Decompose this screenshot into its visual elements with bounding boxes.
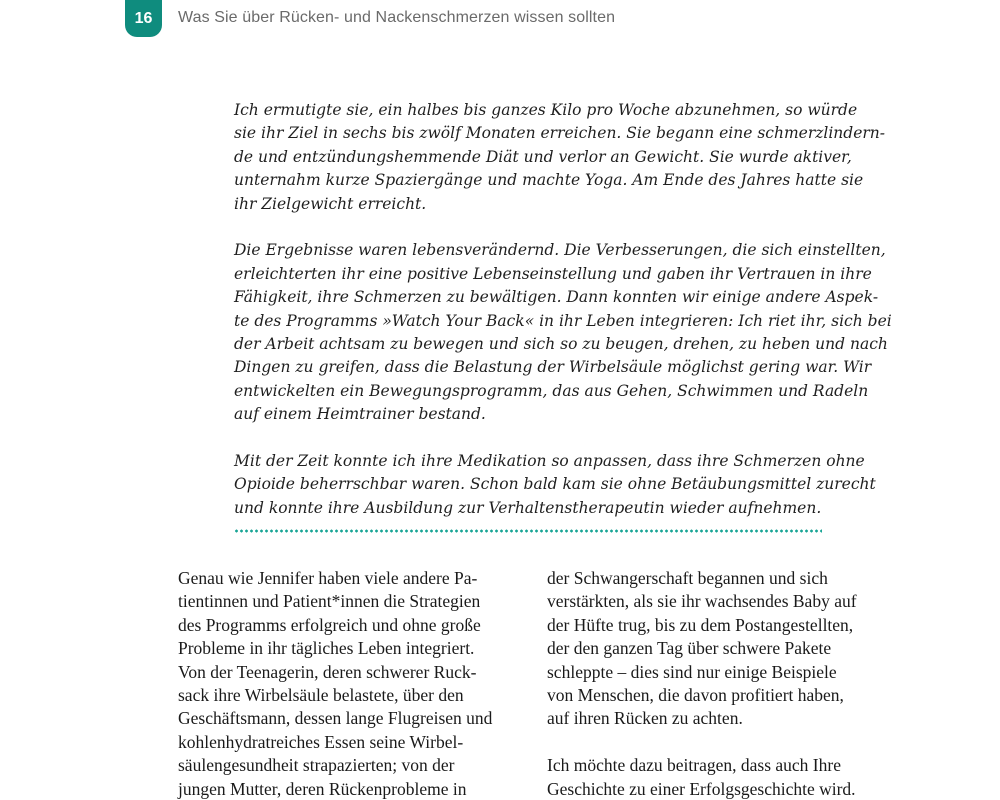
body-column-left (178, 567, 523, 800)
text-line: der Arbeit achtsam zu bewegen und sich so zu beugen, drehen, zu heben und nach (234, 335, 888, 354)
text-line: der Hüfte trug, bis zu dem Postangestellten, (547, 614, 854, 635)
text-line: te des Programms »Watch Your Back« in ihr Leben integrieren: Ich riet ihr, sich bei (234, 311, 892, 330)
body-paragraph (547, 754, 892, 800)
text-line: ihr Zielgewicht erreicht. (234, 194, 427, 213)
text-line: Geschichte zu einer Erfolgsgeschichte wird. (547, 778, 856, 799)
text-line: säulengesundheit strapazierten; von der (178, 755, 455, 776)
text-line: unternahm kurze Spaziergänge und machte Yoga. Am Ende des Jahres hatte sie (234, 171, 864, 190)
body-paragraph (547, 567, 892, 731)
text-line: auf ihren Rücken zu achten. (547, 708, 743, 729)
text-line: Geschäftsmann, dessen lange Flugreisen und (178, 708, 493, 729)
text-line: Ich möchte dazu beitragen, dass auch Ihre (547, 755, 841, 776)
text-line: entwickelten ein Bewegungsprogramm, das aus Gehen, Schwimmen und Radeln (234, 381, 869, 400)
body-column-right (547, 567, 892, 800)
text-line: Von der Teenagerin, deren schwerer Ruck- (178, 661, 477, 682)
text-line: Probleme in ihr tägliches Leben integriert. (178, 638, 475, 659)
case-paragraph-1 (234, 99, 886, 216)
text-line: verstärkten, als sie ihr wachsendes Baby auf (547, 591, 857, 612)
text-line: erleichterten ihr eine positive Lebenseinstellung und gaben ihr Vertrauen in ihre (234, 264, 872, 283)
running-title: Was Sie über Rücken- und Nackenschmerzen wissen sollten (178, 9, 616, 26)
text-line: schleppte – dies sind nur einige Beispiele (547, 661, 837, 682)
text-line: und konnte ihre Ausbildung zur Verhaltenstherapeutin wieder aufnehmen. (234, 498, 822, 517)
text-line: Opioide beherrschbar waren. Schon bald kam sie ohne Betäubungsmittel zurecht (234, 475, 876, 494)
text-line: Die Ergebnisse waren lebensverändernd. Die Verbesserungen, die sich einstellten, (234, 241, 886, 260)
text-line: de und entzündungshemmende Diät und verlor an Gewicht. Sie wurde aktiver, (234, 147, 852, 166)
text-line: auf einem Heimtrainer bestand. (234, 405, 486, 424)
text-line: tientinnen und Patient*innen die Strategien (178, 591, 481, 612)
case-paragraph-2 (234, 239, 892, 426)
text-line: der den ganzen Tag über schwere Pakete (547, 638, 832, 659)
dotted-divider (234, 529, 822, 533)
text-line: sie ihr Ziel in sechs bis zwölf Monaten erreichen. Sie begann eine schmerzlindern- (234, 124, 886, 143)
case-paragraph-3 (234, 450, 876, 520)
text-line: Fähigkeit, ihre Schmerzen zu bewältigen. Dann konnten wir einige andere Aspek- (234, 288, 879, 307)
text-line: der Schwangerschaft begannen und sich (547, 568, 828, 588)
text-line: Dingen zu greifen, dass die Belastung der Wirbelsäule möglichst gering war. Wir (234, 358, 872, 377)
text-line: Mit der Zeit konnte ich ihre Medikation so anpassen, dass ihre Schmerzen ohne (234, 452, 865, 471)
text-line: Ich ermutigte sie, ein halbes bis ganzes Kilo pro Woche abzunehmen, so würde (234, 101, 858, 119)
text-line: sack ihre Wirbelsäule belastete, über den (178, 685, 464, 706)
text-line: des Programms erfolgreich und ohne große (178, 614, 481, 635)
text-line: von Menschen, die davon profitiert haben, (547, 685, 844, 706)
text-line: Genau wie Jennifer haben viele andere Pa- (178, 568, 478, 588)
text-line: jungen Mutter, deren Rückenprobleme in (178, 778, 467, 799)
case-story-box (234, 99, 892, 520)
page-number-badge: 16 (125, 0, 162, 37)
text-line: kohlenhydratreiches Essen seine Wirbel- (178, 731, 464, 752)
